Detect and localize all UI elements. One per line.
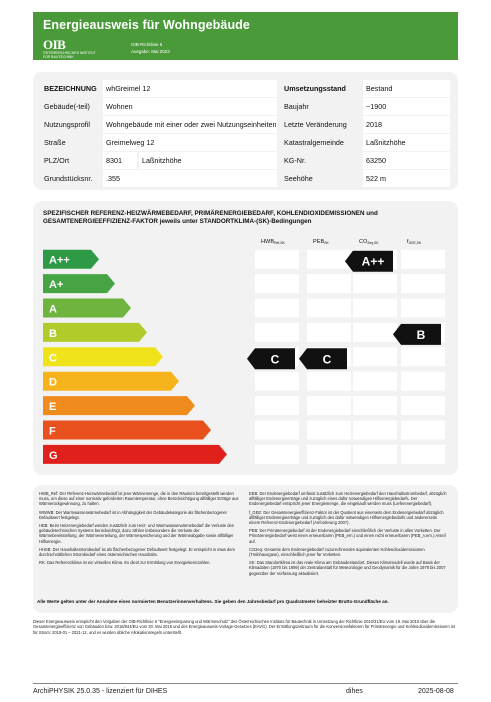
- column-header: HWBRef,SK: [261, 239, 285, 245]
- energy-class-label: A: [49, 303, 57, 316]
- column-header: PEBSK: [313, 239, 329, 245]
- scale-grid-cell: [401, 445, 445, 464]
- scale-grid-cell: [307, 250, 351, 269]
- scale-grid-cell: [255, 323, 299, 342]
- guideline-edition: Ausgabe: Mai 2023: [131, 49, 170, 54]
- definition-hhsb: HHSB: Der Haushaltsstrombedarf ist als flächenbezogener Defaultwert festgelegt. Er entspricht in etwa dem durchschnittlichen Strombedarf eines österreichischen Haushalts.: [39, 546, 235, 558]
- certificate-title: Energieausweis für Wohngebäude: [43, 18, 250, 32]
- guideline-name: OIB-Richtlinie 6: [131, 42, 163, 47]
- value-grundstuecksnr: .355: [103, 170, 277, 187]
- definitions-left-column: [39, 491, 239, 568]
- scale-grid-cell: [307, 372, 351, 391]
- value-umsetzungsstand: Bestand: [363, 80, 450, 97]
- definition-heb: HEB: Beim Heizenergiebedarf werden zusätzlich zum Heiz- und Warmwasserwärmebedarf die Verluste des gebäudetechnischen Systems berücksichtigt, dazu zählen insbesondere die Verluste der Wärmebereitstellung, der Wärmeverteilung, der Wärmespeicherung und der Wärmeabgabe sowie allfälliger Hilfsenergie.: [39, 523, 234, 544]
- oib-logo: [43, 37, 99, 57]
- rating-value: B: [416, 327, 426, 342]
- scale-grid-cell: [307, 299, 351, 318]
- energy-class-b-bar: [43, 323, 147, 342]
- scale-grid-cell: [353, 396, 397, 415]
- label-plz-ort: PLZ/Ort: [44, 156, 70, 165]
- scale-grid-cell: [401, 347, 445, 366]
- energy-scale-box: [33, 201, 458, 475]
- label-seehoehe: Seehöhe: [284, 174, 313, 183]
- definitions-box: [33, 485, 458, 613]
- value-nutzungsprofil: Wohngebäude mit einer oder zwei Nutzungseinheiten: [103, 116, 277, 133]
- value-gebaeudeteil: Wohnen: [103, 98, 277, 115]
- scale-grid-cell: [255, 299, 299, 318]
- energy-class-d-bar: [43, 372, 179, 391]
- value-baujahr: ~1900: [363, 98, 450, 115]
- scale-grid-cell: [255, 396, 299, 415]
- label-nutzungsprofil: Nutzungsprofil: [44, 120, 90, 129]
- scale-grid-cell: [255, 372, 299, 391]
- rating-value: C: [322, 352, 332, 367]
- value-katastralgemeinde: Laßnitzhöhe: [363, 134, 450, 151]
- definition-wwwb: WWWB: Der Warmwasserwärmebedarf ist in Abhängigkeit der Gebäudekategorie als flächenbezogener Defaultwert festgelegt.: [39, 509, 228, 520]
- scale-grid-cell: [353, 347, 397, 366]
- all-values-note: Alle Werte gelten unter der Annahme eines normierten Benutzerinnenverhaltens. Sie geben den Jahresbedarf pro Quadratmeter beheizter Brutto-Grundfläche an.: [37, 599, 389, 604]
- energy-class-label: E: [49, 401, 57, 414]
- scale-grid-cell: [307, 445, 351, 464]
- energy-scale-chart: [33, 201, 458, 475]
- info-row: [41, 152, 450, 169]
- value-kg-nr: 63250: [363, 152, 450, 169]
- label-umsetzungsstand: Umsetzungsstand: [284, 84, 346, 93]
- value-strasse: Greimelweg 12: [103, 134, 277, 151]
- value-letzte-veraenderung: 2018: [363, 116, 450, 133]
- rating-value: A++: [361, 254, 385, 269]
- scale-grid-cell: [353, 421, 397, 440]
- guideline-info: [131, 41, 170, 55]
- energy-class-c-bar: [43, 347, 163, 366]
- scale-grid-cell: [353, 274, 397, 293]
- energy-class-label: B: [49, 327, 57, 340]
- oib-logo-subtitle: ÖSTERREICHISCHES INSTITUT FÜR BAUTECHNIK: [43, 51, 96, 59]
- rating-value: C: [270, 352, 280, 367]
- info-row: [41, 134, 450, 151]
- energy-class-label: A+: [49, 279, 64, 292]
- energy-scale-title: SPEZIFISCHER REFERENZ-HEIZWÄRMEBEDARF, PRIMÄRENERGIEBEDARF, KOHLENDIOXIDEMISSIONEN und GESAMTENERGIEEFFIZIENZ-FAKTOR jeweils unter STANDORTKLIMA-(SK)-Bedingungen: [43, 210, 378, 225]
- label-katastralgemeinde: Katastralgemeinde: [284, 138, 344, 147]
- value-bezeichnung: whGreimel 12: [103, 80, 277, 97]
- label-kg-nr: KG-Nr.: [284, 156, 306, 165]
- energy-class-label: F: [49, 425, 56, 438]
- definitions-right-column: [249, 491, 449, 579]
- energy-class-g-bar: [43, 445, 227, 464]
- info-row: [41, 80, 450, 97]
- scale-grid-cell: [401, 396, 445, 415]
- label-gebaeudeteil: Gebäude(-teil): [44, 102, 90, 111]
- label-letzte-veraenderung: Letzte Veränderung: [284, 120, 347, 129]
- scale-grid-cell: [307, 396, 351, 415]
- oib-logo-mark: OIB: [43, 37, 66, 52]
- value-ort: Laßnitzhöhe: [139, 152, 277, 169]
- energy-class-e-bar: [43, 396, 195, 415]
- info-row: [41, 98, 450, 115]
- column-header: CO2eq,SK: [359, 239, 379, 245]
- label-strasse: Straße: [44, 138, 66, 147]
- scale-grid-cell: [255, 421, 299, 440]
- scale-grid-cell: [353, 445, 397, 464]
- footer-date: 2025-08-08: [418, 688, 454, 695]
- scale-grid-cell: [255, 445, 299, 464]
- scale-grid-cell: [353, 323, 397, 342]
- scale-grid-cell: [353, 372, 397, 391]
- footer-software: ArchiPHYSIK 25.0.35 - lizenziert für DIHES: [33, 688, 168, 695]
- definition-rk: RK: Das Referenzklima ist ein virtuelles Klima. Es dient zur Ermittlung von Energiekennzahlen.: [39, 560, 211, 566]
- scale-grid-cell: [307, 274, 351, 293]
- scale-grid-cell: [401, 299, 445, 318]
- scale-grid-cell: [307, 323, 351, 342]
- certificate-header: [33, 12, 458, 60]
- energy-class-f-bar: [43, 421, 211, 440]
- footer-divider: [33, 683, 458, 684]
- value-plz: 8301: [103, 152, 137, 169]
- scale-grid-cell: [255, 250, 299, 269]
- scale-grid-cell: [401, 250, 445, 269]
- definition-hwb: HWB_Ref: Der Referenz-Heizwärmebedarf ist jene Wärmemenge, die in den Räumen bereitgestellt werden muss, um diese auf einer normativ geforderten Raumtemperatur, ohne Berücksichtigung allfälliger Erträge aus Wärmerückgewinnung, zu halten.: [39, 491, 239, 507]
- value-seehoehe: 522 m: [363, 170, 450, 187]
- legal-notice: Dieser Energieausweis entspricht den Vorgaben der OIB-Richtlinie 6 "Energieeinsparung und Wärmeschutz" des Österreichischen Instituts für Bautechnik in Umsetzung der Richtlinie 2010/31/EU vom 19. Mai 2010 über die Gesamtenergieeffizienz von Gebäuden bzw. 2018/844/EU vom 30. Mai 2018 und des Energieausweis-Vorlage-Gesetzes (EAVG). Der Ermittlungszeitraum für die Konversionsfaktoren für Primärenergie und Kohlendioxidemissionen ist für Strom: 2018-01 – 2021-12, und es wurden übliche Allokationsregeln unterstellt.: [33, 619, 455, 635]
- footer-user: dihes: [346, 688, 363, 695]
- scale-grid-cell: [353, 299, 397, 318]
- energy-class-label: G: [49, 449, 58, 462]
- info-row: [41, 170, 450, 187]
- scale-grid-cell: [401, 372, 445, 391]
- scale-grid-cell: [401, 421, 445, 440]
- definition-eeb: EEB: Der Endenergiebedarf umfasst zusätzlich zum Heizenergiebedarf den Haushaltsstrombedarf, abzüglich allfälliger Endenergieerträge und zuzüglich eines dafür notwendigen Hilfsenergiebedarfs. Der Endenergiebedarf entspricht jener Energiemenge, die eingekauft werden muss (Lieferenergiebedarf).: [249, 491, 447, 507]
- info-row: [41, 116, 450, 133]
- building-info-box: [33, 72, 458, 190]
- scale-grid-cell: [401, 274, 445, 293]
- scale-grid-cell: [307, 421, 351, 440]
- label-bezeichnung: BEZEICHNUNG: [44, 84, 97, 93]
- energy-class-label: D: [49, 376, 57, 389]
- energy-class-label: A++: [49, 254, 70, 267]
- column-header: fGEE,SK: [407, 239, 422, 245]
- label-baujahr: Baujahr: [284, 102, 309, 111]
- definition-co2: CO2eq: Gesamte dem Endenergiebedarf zuzurechnenden äquivalenten Kohlendioxidemissionen (Treibhausgase), einschließlich jener für Vorketten.: [249, 546, 425, 558]
- scale-grid-cell: [255, 274, 299, 293]
- definition-fgee: f_GEE: Der Gesamtenergieeffizienz-Faktor ist der Quotient aus einerseits dem Endenergiebedarf abzüglich allfälliger Endenergieerträge und zuzüglich des dafür notwendigen Hilfsenergiebedarfs und andererseits einem Referenz-Endenergiebedarf (Anforderung 2007).: [249, 509, 444, 526]
- definition-peb: PEB: Der Primärenergiebedarf ist der Endenergiebedarf einschließlich der Verluste in allen Vorketten. Der Primärenergiebedarf weist einen erneuerbaren (PEB_ern.) und einen nicht erneuerbaren (PEB_n.ern.) Anteil auf.: [249, 528, 446, 544]
- definition-sk: SK: Das Standortklima ist das reale Klima am Gebäudestandort. Dieses Klimamodell wurde auf Basis der Klimadaten (1970 bis 1999) der Zentralanstalt für Meteorologie und Geodynamik für die Jahre 1978 bis 2007 gegenüber der Vorfassung aktualisiert.: [249, 560, 446, 576]
- label-grundstuecksnr: Grundstücksnr.: [44, 174, 93, 183]
- energy-class-label: C: [49, 352, 57, 365]
